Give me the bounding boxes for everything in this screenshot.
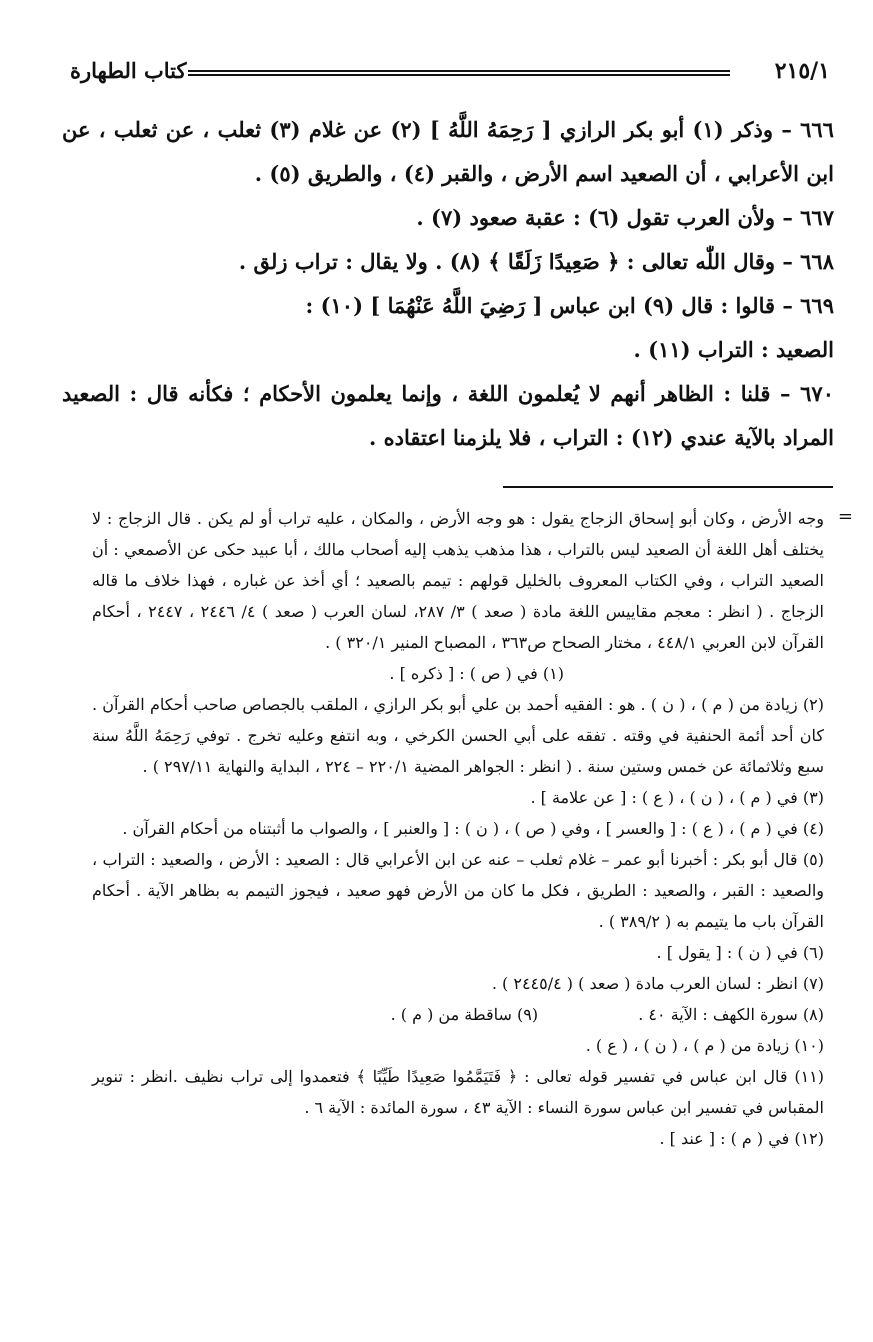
- footnote-11: (١١) قال ابن عباس في تفسير قوله تعالى : ﴿ فَتَيَمَّمُوا صَعِيدًا طَيِّبًا ﴾ فتعمدوا إلى تراب نظيف .انظر : تنوير المقباس في تفسير ابن عباس سورة النساء : الآية ٤٣ ، سورة المائدة : الآية ٦ .: [92, 1067, 824, 1117]
- footnote-1: (١) في ( ص ) : [ ذكره ] .: [389, 664, 564, 683]
- footnote-10: (١٠) زيادة من ( م ) ، ( ن ) ، ( ع ) .: [585, 1036, 824, 1055]
- footnote-3: (٣) في ( م ) ، ( ن ) ، ( ع ) : [ عن علامة ] .: [530, 788, 824, 807]
- page-number: ٢١٥/١: [774, 58, 830, 84]
- footnote-12: (١٢) في ( م ) : [ عند ] .: [659, 1129, 824, 1148]
- footnote-2: (٢) زيادة من ( م ) ، ( ن ) . هو : الفقيه أحمد بن علي أبو بكر الرازي ، الملقب بالجصاص صاحب أحكام القرآن . كان أحد أئمة الحنفية في وقته . تفقه على أبي الحسن الكرخي ، وبه انتفع وعليه تخرج . توفي رَحِمَهُ اللَّهُ سنة سبع وثلاثمائة عن خمس وستين سنة . ( انظر : الجواهر المضية ٢٢٠/١ – ٢٢٤ ، البداية والنهاية ٢٩٧/١١ ) .: [92, 695, 825, 776]
- footnote-7: (٧) انظر : لسان العرب مادة ( صعد ) ( ٢٤٤٥/٤ ) .: [491, 974, 824, 993]
- footnote-6: (٦) في ( ن ) : [ يقول ] .: [656, 943, 824, 962]
- page-header: [70, 52, 830, 92]
- continuation-mark: =: [837, 506, 853, 527]
- footnote-9: (٩) ساقطة من ( م ) .: [390, 1005, 539, 1024]
- paragraph-666: ٦٦٦ – وذكر (١) أبو بكر الرازي [ رَحِمَهُ اللَّهُ ] (٢) عن غلام (٣) ثعلب ، عن ثعلب ، عن ابن الأعرابي ، أن الصعيد اسم الأرض ، والقبر (٤) ، والطريق (٥) .: [62, 117, 834, 186]
- paragraph-669-quote: الصعيد : التراب (١١) .: [633, 337, 834, 362]
- footnotes: [92, 503, 824, 1154]
- paragraph-667: ٦٦٧ – ولأن العرب تقول (٦) : عقبة صعود (٧) .: [416, 205, 834, 230]
- running-title: كتاب الطهارة: [70, 58, 187, 83]
- footnote-8: (٨) سورة الكهف : الآية ٤٠ .: [638, 1005, 824, 1024]
- paragraph-669: ٦٦٩ – قالوا : قال (٩) ابن عباس [ رَضِيَ اللَّهُ عَنْهُمَا ] (١٠) :: [305, 293, 834, 318]
- footnote-4: (٤) في ( م ) ، ( ع ) : [ والعسر ] ، وفي ( ص ) ، ( ن ) : [ والعنبر ] ، والصواب ما أثبتناه من أحكام القرآن .: [122, 819, 824, 838]
- footnote-continued: وجه الأرض ، وكان أبو إسحاق الزجاج يقول : هو وجه الأرض ، والمكان ، عليه تراب أو لم يكن . قال الزجاج : لا يختلف أهل اللغة أن الصعيد ليس بالتراب ، هذا مذهب يذهب إليه أصحاب مالك ، أبا عبيد حكى عن الأصمعي : أن الصعيد التراب ، وفي الكتاب المعروف بالخليل قولهم : تيمم بالصعيد ؛ أي أخذ عن غباره ، فهذا خلاف ما قاله الزجاج . ( انظر : معجم مقاييس اللغة مادة ( صعد ) ٣/ ٢٨٧، لسان العرب ( صعد ) ٤/ ٢٤٤٦ ، ٢٤٤٧ ، أحكام القرآن لابن العربي ٤٤٨/١ ، مختار الصحاح ص٣٦٣ ، المصباح المنير ٣٢٠/١ ) .: [92, 509, 825, 652]
- paragraph-668: ٦٦٨ – وقال اللّٰه تعالى : ﴿ صَعِيدًا زَلَقًا ﴾ (٨) . ولا يقال : تراب زلق .: [238, 249, 834, 274]
- footnote-5: (٥) قال أبو بكر : أخبرنا أبو عمر – غلام ثعلب – عنه عن ابن الأعرابي قال : الصعيد : الأرض ، والصعيد : التراب ، والصعيد : القبر ، والصعيد : الطريق ، فكل ما كان من الأرض فهو صعيد ، فيجوز التيمم به بظاهر الآية . أحكام القرآن باب ما يتيمم به ( ٣٨٩/٢ ) .: [92, 850, 824, 931]
- header-double-rule: [188, 70, 730, 76]
- main-text: [62, 108, 834, 460]
- footnote-separator: [503, 486, 833, 488]
- footnote-8-9-row: [92, 999, 824, 1030]
- paragraph-670: ٦٧٠ – قلنا : الظاهر أنهم لا يُعلمون اللغة ، وإنما يعلمون الأحكام ؛ فكأنه قال : الصعيد المراد بالآية عندي (١٢) : التراب ، فلا يلزمنا اعتقاده .: [62, 381, 834, 450]
